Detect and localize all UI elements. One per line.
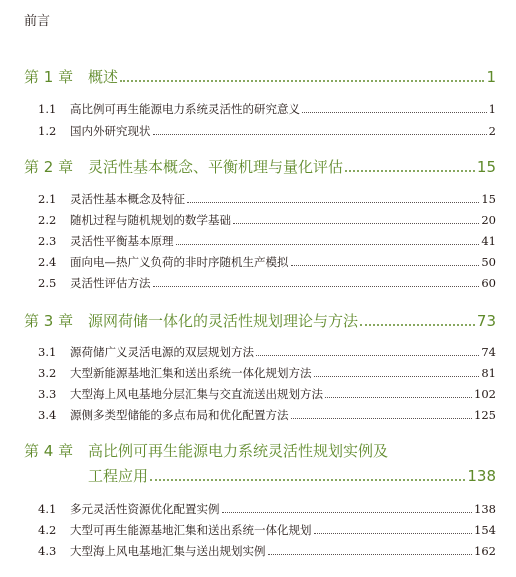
page-number: 102 <box>474 387 496 401</box>
chapter-title: 概述 <box>88 68 119 86</box>
page-number: 125 <box>474 408 496 422</box>
dot-leader <box>153 275 480 291</box>
page-number: 154 <box>474 523 496 537</box>
section-number: 4.3 <box>38 544 57 558</box>
section-title: 大型可再生能源基地汇集和送出系统一体化规划 <box>70 523 312 537</box>
dot-leader <box>256 344 479 360</box>
page-number: 20 <box>481 213 496 227</box>
dot-leader <box>291 407 473 423</box>
page-number: 50 <box>481 255 496 269</box>
toc-section-4-1[interactable] <box>38 501 496 517</box>
section-title: 多元灵活性资源优化配置实例 <box>70 502 220 516</box>
page-number: 138 <box>467 467 496 485</box>
chapter-number: 第 3 章 <box>24 312 74 330</box>
section-title: 源侧多类型储能的多点布局和优化配置方法 <box>70 408 289 422</box>
toc-section-1-1[interactable] <box>38 101 496 117</box>
page-number: 81 <box>481 366 496 380</box>
page-number: 73 <box>476 312 496 330</box>
toc-chapter-3[interactable] <box>24 310 496 331</box>
section-title: 高比例可再生能源电力系统灵活性的研究意义 <box>70 102 300 116</box>
section-title: 大型海上风电基地汇集与送出规划实例 <box>70 544 266 558</box>
toc-section-3-1[interactable] <box>38 344 496 360</box>
section-number: 3.3 <box>38 387 57 401</box>
toc-section-3-2[interactable] <box>38 365 496 381</box>
section-number: 1.1 <box>38 102 57 116</box>
section-title: 国内外研究现状 <box>70 124 151 138</box>
toc-section-2-2[interactable] <box>38 212 496 228</box>
page-number: 1 <box>486 68 496 86</box>
page-number: 41 <box>481 234 496 248</box>
toc-section-2-5[interactable] <box>38 275 496 291</box>
dot-leader <box>150 465 465 486</box>
toc-section-3-4[interactable] <box>38 407 496 423</box>
toc-section-4-3[interactable] <box>38 543 496 559</box>
dot-leader <box>360 310 475 331</box>
toc-section-2-4[interactable] <box>38 254 496 270</box>
section-number: 4.1 <box>38 502 57 516</box>
page-number: 60 <box>481 276 496 290</box>
toc-chapter-4[interactable] <box>24 440 496 461</box>
preface-heading: 前言 <box>24 14 51 29</box>
section-number: 2.3 <box>38 234 57 248</box>
dot-leader <box>153 123 487 139</box>
section-title: 灵活性基本概念及特征 <box>70 192 185 206</box>
page-number: 138 <box>474 502 496 516</box>
page-number: 74 <box>481 345 496 359</box>
dot-leader <box>325 386 472 402</box>
dot-leader <box>314 365 480 381</box>
dot-leader <box>291 254 480 270</box>
toc-chapter-4-continued[interactable] <box>88 465 496 486</box>
toc-section-2-3[interactable] <box>38 233 496 249</box>
dot-leader <box>222 501 473 517</box>
section-number: 2.5 <box>38 276 57 290</box>
dot-leader <box>120 66 484 87</box>
section-number: 2.2 <box>38 213 57 227</box>
dot-leader <box>314 522 473 538</box>
section-title: 灵活性平衡基本原理 <box>70 234 174 248</box>
page-number: 2 <box>488 124 496 138</box>
chapter-number: 第 2 章 <box>24 158 74 176</box>
section-title: 大型新能源基地汇集和送出系统一体化规划方法 <box>70 366 312 380</box>
page-number: 162 <box>474 544 496 558</box>
dot-leader <box>345 156 475 177</box>
page-number: 15 <box>481 192 496 206</box>
dot-leader <box>302 101 487 117</box>
section-number: 3.4 <box>38 408 57 422</box>
section-title: 随机过程与随机规划的数学基础 <box>70 213 231 227</box>
section-number: 1.2 <box>38 124 57 138</box>
dot-leader <box>187 191 479 207</box>
section-title: 大型海上风电基地分层汇集与交直流送出规划方法 <box>70 387 323 401</box>
toc-section-2-1[interactable] <box>38 191 496 207</box>
chapter-title: 灵活性基本概念、平衡机理与量化评估 <box>88 158 344 176</box>
section-number: 3.1 <box>38 345 57 359</box>
dot-leader <box>233 212 479 228</box>
chapter-title: 源网荷储一体化的灵活性规划理论与方法 <box>88 312 359 330</box>
section-title: 面向电—热广义负荷的非时序随机生产模拟 <box>70 255 289 269</box>
chapter-title-line1: 高比例可再生能源电力系统灵活性规划实例及 <box>88 442 389 460</box>
chapter-title-line2: 工程应用 <box>88 467 149 485</box>
dot-leader <box>268 543 473 559</box>
chapter-number: 第 1 章 <box>24 68 74 86</box>
page-number: 15 <box>476 158 496 176</box>
toc-section-3-3[interactable] <box>38 386 496 402</box>
page-number: 1 <box>488 102 496 116</box>
section-number: 2.1 <box>38 192 57 206</box>
section-number: 4.2 <box>38 523 57 537</box>
chapter-number: 第 4 章 <box>24 442 74 460</box>
toc-section-4-2[interactable] <box>38 522 496 538</box>
section-title: 灵活性评估方法 <box>70 276 151 290</box>
section-number: 3.2 <box>38 366 57 380</box>
dot-leader <box>176 233 480 249</box>
toc-section-1-2[interactable] <box>38 123 496 139</box>
section-title: 源荷储广义灵活电源的双层规划方法 <box>70 345 254 359</box>
toc-chapter-1[interactable] <box>24 66 496 87</box>
section-number: 2.4 <box>38 255 57 269</box>
toc-chapter-2[interactable] <box>24 156 496 177</box>
